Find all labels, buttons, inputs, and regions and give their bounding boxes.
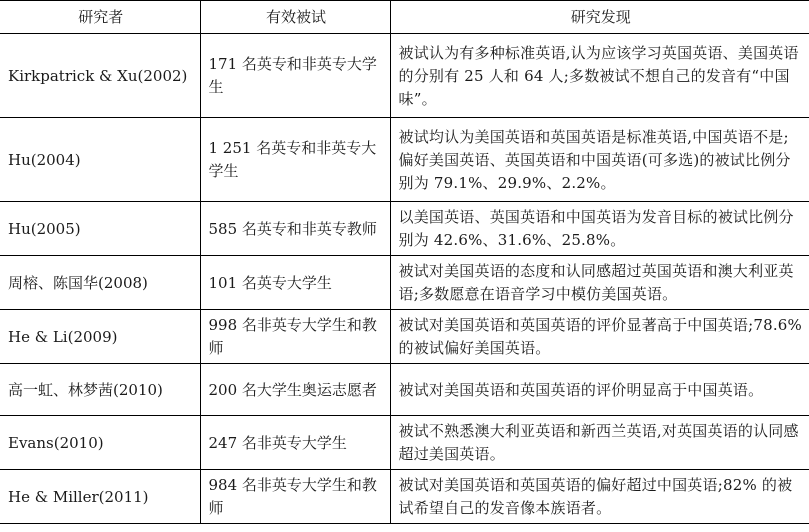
table-row [0,202,809,256]
subjects-cell: 247 名非英专大学生 [200,416,390,470]
researcher-cell: Kirkpatrick & Xu(2002) [0,34,200,118]
subjects-cell: 585 名英专和非英专教师 [200,202,390,256]
finding-cell: 被试不熟悉澳大利亚英语和新西兰英语,对英国英语的认同感超过美国英语。 [390,416,809,470]
table-row [0,416,809,470]
finding-cell: 以美国英语、英国英语和中国英语为发音目标的被试比例分别为 42.6%、31.6%、25.8%。 [390,202,809,256]
finding-cell: 被试认为有多种标准英语,认为应该学习英国英语、美国英语的分别有 25 人和 64 人;多数被试不想自己的发音有“中国味”。 [390,34,809,118]
researcher-cell: Hu(2005) [0,202,200,256]
table-row [0,256,809,310]
researcher-cell: He & Li(2009) [0,310,200,364]
header-subjects: 有效被试 [200,1,390,34]
subjects-cell: 200 名大学生奥运志愿者 [200,364,390,416]
subjects-cell: 984 名非英专大学生和教师 [200,470,390,524]
finding-cell: 被试对美国英语和英国英语的评价明显高于中国英语。 [390,364,809,416]
researcher-cell: He & Miller(2011) [0,470,200,524]
researcher-cell: Hu(2004) [0,118,200,202]
researcher-cell: 周榕、陈国华(2008) [0,256,200,310]
subjects-cell: 1 251 名英专和非英专大学生 [200,118,390,202]
finding-cell: 被试对美国英语和英国英语的评价显著高于中国英语;78.6% 的被试偏好美国英语。 [390,310,809,364]
header-finding: 研究发现 [390,1,809,34]
table-row [0,364,809,416]
finding-cell: 被试均认为美国英语和英国英语是标准英语,中国英语不是;偏好美国英语、英国英语和中国英语(可多选)的被试比例分别为 79.1%、29.9%、2.2%。 [390,118,809,202]
subjects-cell: 998 名非英专大学生和教师 [200,310,390,364]
subjects-cell: 101 名英专大学生 [200,256,390,310]
researcher-cell: 高一虹、林梦茜(2010) [0,364,200,416]
header-researcher: 研究者 [0,1,200,34]
finding-cell: 被试对美国英语和英国英语的偏好超过中国英语;82% 的被试希望自己的发音像本族语者。 [390,470,809,524]
finding-cell: 被试对美国英语的态度和认同感超过英国英语和澳大利亚英语;多数愿意在语音学习中模仿美国英语。 [390,256,809,310]
table-row [0,118,809,202]
researcher-cell: Evans(2010) [0,416,200,470]
table-row [0,34,809,118]
table-row [0,310,809,364]
subjects-cell: 171 名英专和非英专大学生 [200,34,390,118]
table-row [0,470,809,524]
table-header-row [0,1,809,34]
